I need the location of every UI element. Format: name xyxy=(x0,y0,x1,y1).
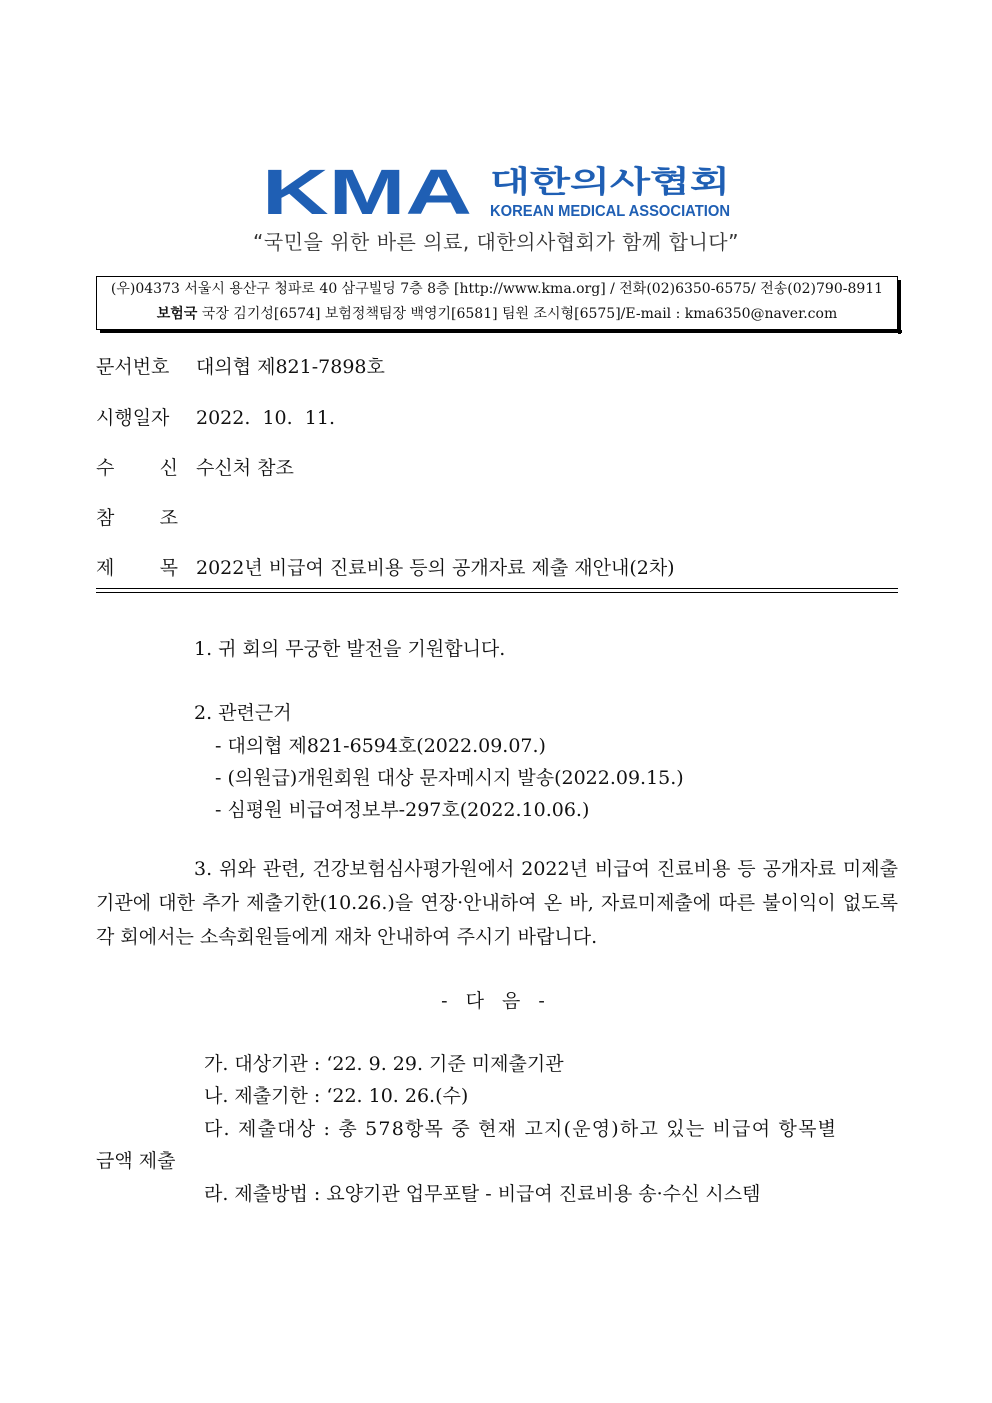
logo-name-en: KOREAN MEDICAL ASSOCIATION xyxy=(490,203,730,220)
slogan: “국민을 위한 바른 의료, 대한의사협회가 함께 합니다” xyxy=(253,230,739,254)
reference-item-3: - 심평원 비급여정보부-297호(2022.10.06.) xyxy=(215,799,590,821)
subject-value: 2022년 비급여 진료비용 등의 공개자료 제출 재안내(2차) xyxy=(196,557,675,579)
recipient-label: 수 신 xyxy=(96,457,178,479)
subject-label: 제 목 xyxy=(96,557,178,579)
detail-item-b: 나. 제출기한 : ‘22. 10. 26.(수) xyxy=(204,1085,469,1107)
logo-name-ko: 대한의사협회 xyxy=(490,165,730,200)
sender-address-line: (우)04373 서울시 용산구 청파로 40 삼구빌딩 7층 8층 [http://www.kma.org] / 전화(02)6350-6575/ 전송(02)790-8911 xyxy=(110,281,884,297)
date-label: 시행일자 xyxy=(96,407,170,429)
kma-logo xyxy=(262,162,732,222)
sender-info-box xyxy=(96,276,898,330)
paragraph-2-title: 2. 관련근거 xyxy=(194,702,292,724)
detail-item-c xyxy=(204,1114,898,1141)
header-divider-bottom xyxy=(96,592,898,593)
reference-item-2: - (의원급)개원회원 대상 문자메시지 발송(2022.09.15.) xyxy=(215,767,684,789)
sender-contact-line xyxy=(97,302,897,327)
recipient-value: 수신처 참조 xyxy=(196,457,294,479)
detail-item-c-continued: 금액 제출 xyxy=(96,1150,176,1172)
doc-number-value: 대의협 제821-7898호 xyxy=(196,356,385,378)
sender-department: 보험국 xyxy=(156,306,198,322)
doc-number-row xyxy=(96,352,385,379)
detail-item-c-text: 다. 제출대상 : 총 578항목 중 현재 고지(운영)하고 있는 비급여 항목별 xyxy=(204,1118,838,1140)
doc-number-label: 문서번호 xyxy=(96,356,170,378)
detail-item-d: 라. 제출방법 : 요양기관 업무포탈 - 비급여 진료비용 송·수신 시스템 xyxy=(204,1183,761,1205)
paragraph-3: 3. 위와 관련, 건강보험심사평가원에서 2022년 비급여 진료비용 등 공개자료 미제출 기관에 대한 추가 제출기한(10.26.)을 연장·안내하여 온 바, 자료미제출에 따른 불이익이 없도록 각 회에서는 소속회원들에게 재차 안내하여 주시기 바랍니다. xyxy=(96,858,898,948)
paragraph-1: 1. 귀 회의 무궁한 발전을 기원합니다. xyxy=(194,638,506,660)
reference-item-1: - 대의협 제821-6594호(2022.09.07.) xyxy=(215,735,546,757)
kma-logo-graphic xyxy=(262,162,732,222)
detail-item-a: 가. 대상기관 : ‘22. 9. 29. 기준 미제출기관 xyxy=(204,1053,564,1075)
date-value: 2022. 10. 11. xyxy=(196,407,335,429)
subject-row xyxy=(96,553,675,580)
reference-row xyxy=(96,503,196,530)
section-heading: - 다 음 - xyxy=(441,990,551,1012)
date-row xyxy=(96,403,335,430)
logo-letters: KMA xyxy=(262,162,472,222)
sender-contact-text: 국장 김기성[6574] 보험정책팀장 백영기[6581] 팀원 조시형[6575]/E-mail : kma6350@naver.com xyxy=(197,306,838,322)
recipient-row xyxy=(96,453,294,480)
reference-label: 참 조 xyxy=(96,507,178,529)
header-divider-top xyxy=(96,588,898,589)
